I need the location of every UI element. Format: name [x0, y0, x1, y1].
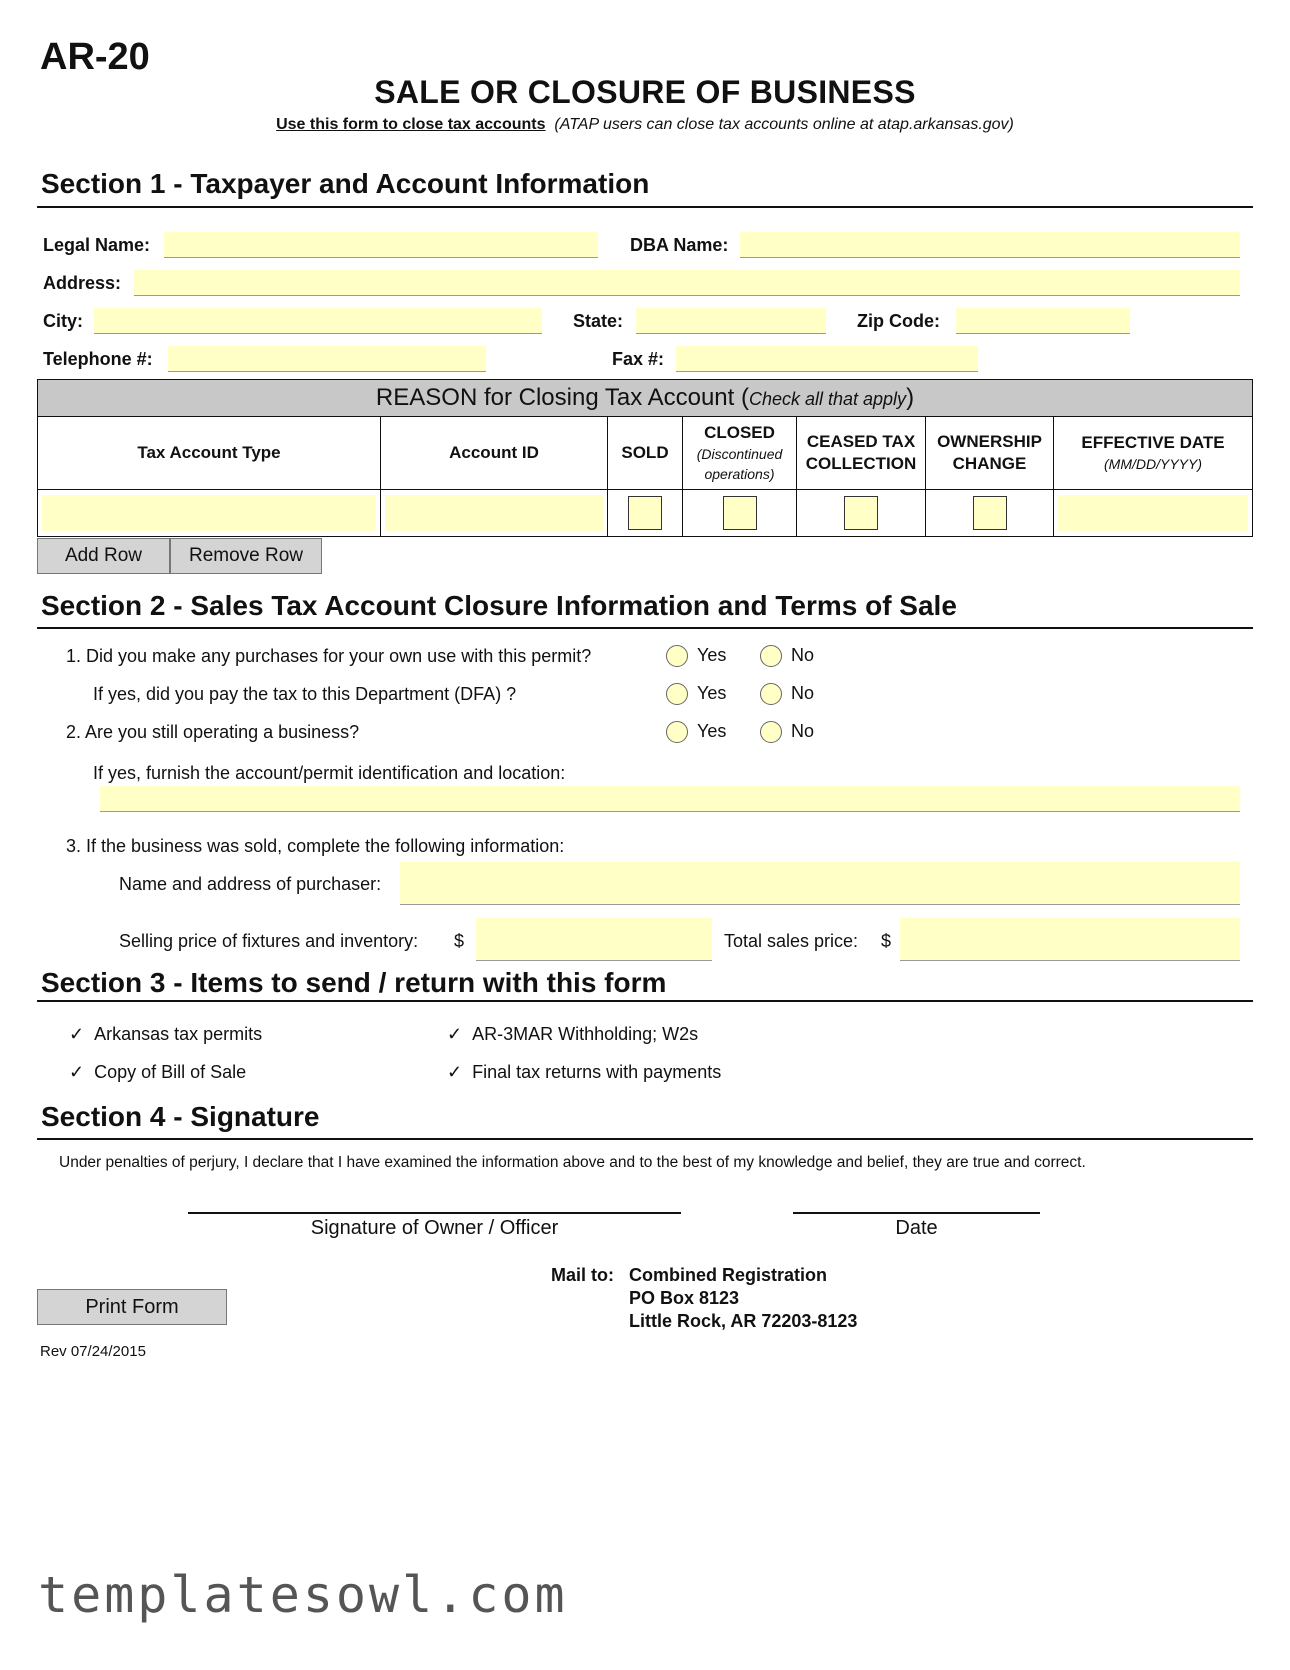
col-ceased-2: COLLECTION — [805, 454, 917, 473]
fixtures-dollar: $ — [454, 931, 465, 951]
form-title: SALE OR CLOSURE OF BUSINESS — [374, 74, 916, 110]
col-effective-title: EFFECTIVE DATE — [1081, 433, 1225, 452]
section2-heading: Section 2 - Sales Tax Account Closure Information and Terms of Sale — [41, 590, 957, 621]
ceased-cell — [797, 490, 926, 537]
fax-label: Fax #: — [612, 349, 665, 369]
section3-heading: Section 3 - Items to send / return with this form — [41, 967, 667, 998]
legal-name-label: Legal Name: — [43, 235, 151, 255]
tax-account-type-cell — [38, 490, 381, 537]
question-1: 1. Did you make any purchases for your own use with this permit? — [66, 646, 592, 666]
section3-rule — [37, 1000, 1253, 1002]
effective-date-field[interactable] — [1058, 495, 1248, 531]
subtitle-atap-note: (ATAP users can close tax accounts online at atap.arkansas.gov) — [554, 116, 1014, 133]
revision-date: Rev 07/24/2015 — [40, 1343, 146, 1360]
item-label: Copy of Bill of Sale — [94, 1062, 247, 1082]
q2-yes-label: Yes — [697, 721, 727, 741]
col-ceased-tax-collection — [797, 417, 926, 490]
watermark: templatesowl.com — [38, 1566, 568, 1624]
ceased-tax-collection-checkbox[interactable] — [844, 496, 878, 530]
col-closed-title: CLOSED — [704, 423, 775, 442]
zip-label: Zip Code: — [857, 311, 940, 331]
q1b-yes-label: Yes — [697, 683, 727, 703]
account-id-cell — [381, 490, 608, 537]
total-label: Total sales price: — [724, 931, 859, 951]
mail-line-2: PO Box 8123 — [629, 1288, 740, 1308]
list-item — [447, 1062, 721, 1083]
tax-account-type-field[interactable] — [42, 495, 376, 531]
col-closed-sub-2: operations) — [704, 466, 775, 482]
q1b-no-radio[interactable] — [760, 683, 782, 705]
item-label: Arkansas tax permits — [94, 1024, 263, 1044]
col-ownership-2: CHANGE — [952, 454, 1027, 473]
q1b-yes-radio[interactable] — [666, 683, 688, 705]
section1-rule — [37, 206, 1253, 208]
total-dollar: $ — [881, 931, 892, 951]
reason-title: REASON for Closing Tax Account ( — [375, 384, 749, 411]
question-3: 3. If the business was sold, complete the following information: — [66, 836, 565, 856]
section2-rule — [37, 627, 1253, 629]
q1-no-option[interactable] — [760, 645, 814, 667]
subtitle-instruction: Use this form to close tax accounts — [276, 116, 546, 133]
col-tax-account-type: Tax Account Type — [38, 417, 381, 490]
perjury-declaration: Under penalties of perjury, I declare that I have examined the information above and to the best of my knowledge and belief, they are true and correct. — [59, 1154, 1086, 1171]
reason-header — [38, 380, 1253, 417]
col-closed — [683, 417, 797, 490]
mail-line-3: Little Rock, AR 72203-8123 — [629, 1311, 858, 1331]
reason-close: ) — [906, 384, 915, 411]
ownership-change-checkbox[interactable] — [973, 496, 1007, 530]
col-ownership-1: OWNERSHIP — [937, 432, 1042, 451]
legal-name-field[interactable] — [164, 232, 598, 258]
col-closed-sub-1: (Discontinued — [696, 446, 783, 462]
mail-address — [629, 1264, 857, 1333]
state-label: State: — [573, 311, 624, 331]
section4-heading: Section 4 - Signature — [41, 1101, 320, 1132]
reason-note: Check all that apply — [748, 389, 907, 409]
list-item — [69, 1024, 262, 1045]
q2-no-option[interactable] — [760, 721, 814, 743]
table-row — [38, 490, 1253, 537]
q2-no-label: No — [791, 721, 815, 741]
dba-name-field[interactable] — [740, 232, 1240, 258]
q1-no-radio[interactable] — [760, 645, 782, 667]
total-price-field[interactable] — [900, 918, 1240, 961]
remove-row-button[interactable]: Remove Row — [170, 538, 322, 574]
q1b-yes-option[interactable] — [666, 683, 726, 705]
section4-rule — [37, 1138, 1253, 1140]
tax-account-table — [37, 379, 1253, 537]
account-id-field[interactable] — [385, 495, 603, 531]
purchaser-field[interactable] — [400, 862, 1240, 905]
q1b-no-label: No — [791, 683, 815, 703]
add-row-button[interactable]: Add Row — [37, 538, 170, 574]
signature-line[interactable] — [188, 1212, 681, 1214]
item-label: Final tax returns with payments — [472, 1062, 722, 1082]
form-number: AR-20 — [40, 36, 150, 78]
col-ceased-1: CEASED TAX — [806, 432, 916, 451]
question-2b: If yes, furnish the account/permit identification and location: — [93, 763, 566, 783]
question-1b: If yes, did you pay the tax to this Department (DFA) ? — [93, 684, 517, 704]
q1-yes-option[interactable] — [666, 645, 726, 667]
sold-cell — [608, 490, 683, 537]
date-label: Date — [895, 1217, 938, 1239]
city-label: City: — [43, 311, 83, 331]
form-subtitle — [0, 116, 1290, 134]
address-label: Address: — [43, 273, 122, 293]
col-effective-sub: (MM/DD/YYYY) — [1104, 456, 1202, 472]
check-icon: ✓ — [69, 1024, 85, 1044]
q2-yes-option[interactable] — [666, 721, 726, 743]
check-icon: ✓ — [447, 1024, 463, 1044]
fixtures-price-field[interactable] — [476, 918, 712, 961]
state-field[interactable] — [636, 308, 826, 334]
q1-no-label: No — [791, 645, 815, 665]
mail-to-label: Mail to: — [551, 1265, 614, 1285]
closed-checkbox[interactable] — [723, 496, 757, 530]
col-sold: SOLD — [608, 417, 683, 490]
list-item — [69, 1062, 246, 1083]
section1-heading: Section 1 - Taxpayer and Account Information — [41, 168, 650, 199]
address-field[interactable] — [134, 270, 1240, 296]
zip-field[interactable] — [956, 308, 1130, 334]
col-account-id: Account ID — [381, 417, 608, 490]
q1b-no-option[interactable] — [760, 683, 814, 705]
mail-line-1: Combined Registration — [629, 1265, 828, 1285]
q1-yes-radio[interactable] — [666, 645, 688, 667]
dba-name-label: DBA Name: — [630, 235, 729, 255]
city-field[interactable] — [94, 308, 542, 334]
telephone-field[interactable] — [168, 346, 486, 372]
ownership-cell — [926, 490, 1054, 537]
purchaser-label: Name and address of purchaser: — [119, 874, 382, 894]
closed-cell — [683, 490, 797, 537]
print-form-button[interactable]: Print Form — [37, 1289, 227, 1325]
q2-yes-radio[interactable] — [666, 721, 688, 743]
fax-field[interactable] — [676, 346, 978, 372]
signature-label: Signature of Owner / Officer — [310, 1217, 559, 1239]
fixtures-label: Selling price of fixtures and inventory: — [119, 931, 419, 951]
item-label: AR-3MAR Withholding; W2s — [472, 1024, 699, 1044]
sold-checkbox[interactable] — [628, 496, 662, 530]
permit-location-field[interactable] — [100, 786, 1240, 812]
q2-no-radio[interactable] — [760, 721, 782, 743]
col-ownership-change — [926, 417, 1054, 490]
list-item — [447, 1024, 698, 1045]
col-effective-date — [1054, 417, 1253, 490]
effective-date-cell — [1054, 490, 1253, 537]
date-line[interactable] — [793, 1212, 1040, 1214]
telephone-label: Telephone #: — [43, 349, 153, 369]
check-icon: ✓ — [447, 1062, 463, 1082]
check-icon: ✓ — [69, 1062, 85, 1082]
question-2: 2. Are you still operating a business? — [66, 722, 360, 742]
q1-yes-label: Yes — [697, 645, 727, 665]
